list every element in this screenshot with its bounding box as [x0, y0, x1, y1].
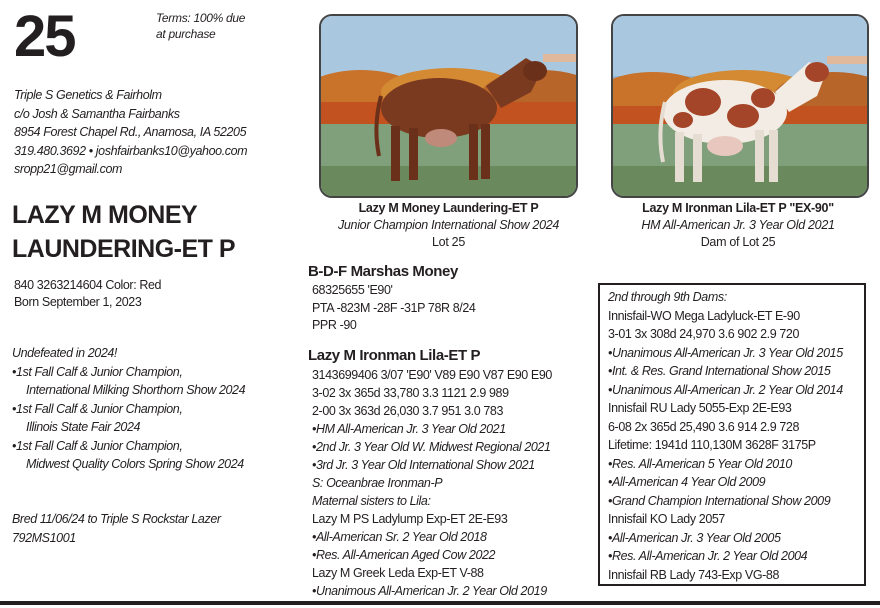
consignor-email: sropp21@gmail.com — [14, 162, 123, 176]
terms-line: at purchase — [156, 27, 216, 41]
pedigree-line: •Unanimous All-American Jr. 2 Year Old 2014 — [608, 382, 843, 397]
pedigree-line: 3143699406 3/07 'E90' V89 E90 V87 E90 E90 — [312, 368, 552, 382]
bred-to: Bred 11/06/24 to Triple S Rockstar Lazer — [12, 512, 221, 526]
dam-info — [308, 346, 552, 600]
pedigree-line: •All-American Jr. 3 Year Old 2005 — [608, 530, 781, 545]
honor-show: International Milking Shorthorn Show 2024 — [26, 383, 246, 397]
pedigree-line: 2-00 3x 363d 26,030 3.7 951 3.0 783 — [312, 404, 504, 418]
birth-date: Born September 1, 2023 — [14, 295, 142, 309]
terms-line: Terms: 100% due — [156, 11, 246, 25]
pedigree-line: Lifetime: 1941d 110,130M 3628F 3175P — [608, 438, 816, 452]
consignor-name: Triple S Genetics & Fairholm — [14, 88, 162, 102]
pedigree-line: 3-02 3x 365d 33,780 3.3 1121 2.9 989 — [312, 386, 509, 400]
photo-subtitle: HM All-American Jr. 3 Year Old 2021 — [641, 218, 835, 232]
honor-award: •1st Fall Calf & Junior Champion, — [12, 401, 183, 416]
photo-note: Lot 25 — [432, 235, 465, 249]
consignor-address: 8954 Forest Chapel Rd., Anamosa, IA 52205 — [14, 125, 247, 139]
honor-item — [12, 437, 245, 474]
pedigree-line: •Res. All-American Jr. 2 Year Old 2004 — [608, 549, 808, 563]
bottom-divider — [0, 601, 880, 605]
pedigree-line: •Unanimous All-American Jr. 2 Year Old 2019 — [312, 584, 547, 598]
photo-subtitle: Junior Champion International Show 2024 — [337, 218, 560, 232]
consignor-info — [14, 86, 247, 179]
pedigree-line: Innisfail KO Lady 2057 — [608, 512, 725, 526]
cow-photo-illustration — [613, 16, 867, 196]
honor-item — [12, 400, 245, 437]
ancestor-dams-list — [608, 288, 864, 584]
sire-info — [308, 262, 475, 335]
breeding-info — [12, 510, 221, 547]
pedigree-line: 2nd through 9th Dams: — [608, 290, 727, 304]
pedigree-line: 6-08 2x 365d 25,490 3.6 914 2.9 728 — [608, 419, 800, 434]
pedigree-line: •Res. All-American Aged Cow 2022 — [312, 548, 496, 562]
honor-show: Illinois State Fair 2024 — [26, 420, 141, 434]
dam-photo-caption — [605, 200, 871, 251]
photo-animal-name: Lazy M Ironman Lila-ET P "EX-90" — [642, 201, 834, 215]
pedigree-line: Lazy M PS Ladylump Exp-ET 2E-E93 — [312, 512, 508, 526]
pedigree-line: •2nd Jr. 3 Year Old W. Midwest Regional 2021 — [312, 440, 551, 454]
lot-number: 25 — [14, 4, 75, 69]
lot-name-line: LAUNDERING-ET P — [12, 235, 236, 263]
ancestor-dams-box — [598, 283, 866, 586]
sire-ppr: PPR -90 — [312, 318, 357, 332]
sire-registration: 68325655 'E90' — [312, 283, 393, 297]
pedigree-line: •All-American Sr. 2 Year Old 2018 — [312, 530, 487, 544]
pedigree-line: Maternal sisters to Lila: — [312, 494, 431, 508]
lot-photo — [319, 14, 578, 198]
cow-photo-illustration — [321, 16, 576, 196]
honor-award: •1st Fall Calf & Junior Champion, — [12, 438, 183, 453]
pedigree-line: •All-American 4 Year Old 2009 — [608, 475, 766, 489]
pedigree-line: S: Oceanbrae Ironman-P — [312, 476, 443, 490]
dam-photo — [611, 14, 869, 198]
pedigree-line: •HM All-American Jr. 3 Year Old 2021 — [312, 422, 506, 436]
honor-show: Midwest Quality Colors Spring Show 2024 — [26, 457, 244, 471]
pedigree-line: •3rd Jr. 3 Year Old International Show 2021 — [312, 458, 535, 472]
sale-terms — [156, 10, 245, 42]
honors-headline: Undefeated in 2024! — [12, 346, 117, 360]
photo-note: Dam of Lot 25 — [700, 235, 776, 249]
sire-name: B-D-F Marshas Money — [308, 263, 458, 280]
pedigree-line: Lazy M Greek Leda Exp-ET V-88 — [312, 566, 484, 580]
pedigree-line: Innisfail RU Lady 5055-Exp 2E-E93 — [608, 401, 792, 415]
honor-award: •1st Fall Calf & Junior Champion, — [12, 364, 183, 379]
dam-details — [308, 366, 552, 600]
pedigree-line: •Unanimous All-American Jr. 3 Year Old 2015 — [608, 345, 843, 360]
lot-animal-name — [12, 198, 235, 266]
pedigree-line: •Int. & Res. Grand International Show 2015 — [608, 364, 831, 378]
service-sire-id: 792MS1001 — [12, 530, 76, 545]
sire-pta: PTA -823M -28F -31P 78R 8/24 — [312, 300, 476, 315]
pedigree-line: •Grand Champion International Show 2009 — [608, 493, 831, 508]
honor-item — [12, 363, 245, 400]
consignor-phone-email: 319.480.3692 • joshfairbanks10@yahoo.com — [14, 143, 248, 158]
photo-animal-name: Lazy M Money Laundering-ET P — [358, 201, 539, 215]
registration-info — [14, 277, 161, 311]
registration-number-color: 840 3263214604 Color: Red — [14, 278, 162, 292]
consignor-contact: c/o Josh & Samantha Fairbanks — [14, 106, 180, 121]
pedigree-line: •Res. All-American 5 Year Old 2010 — [608, 456, 792, 471]
show-honors — [12, 344, 245, 474]
pedigree-line: Innisfail-WO Mega Ladyluck-ET E-90 — [608, 308, 800, 323]
pedigree-line: Innisfail RB Lady 743-Exp VG-88 — [608, 567, 780, 582]
pedigree-line: 3-01 3x 308d 24,970 3.6 902 2.9 720 — [608, 327, 800, 341]
dam-name: Lazy M Ironman Lila-ET P — [308, 347, 481, 364]
photo-caption — [319, 200, 578, 251]
lot-name-line: LAZY M MONEY — [12, 201, 198, 229]
